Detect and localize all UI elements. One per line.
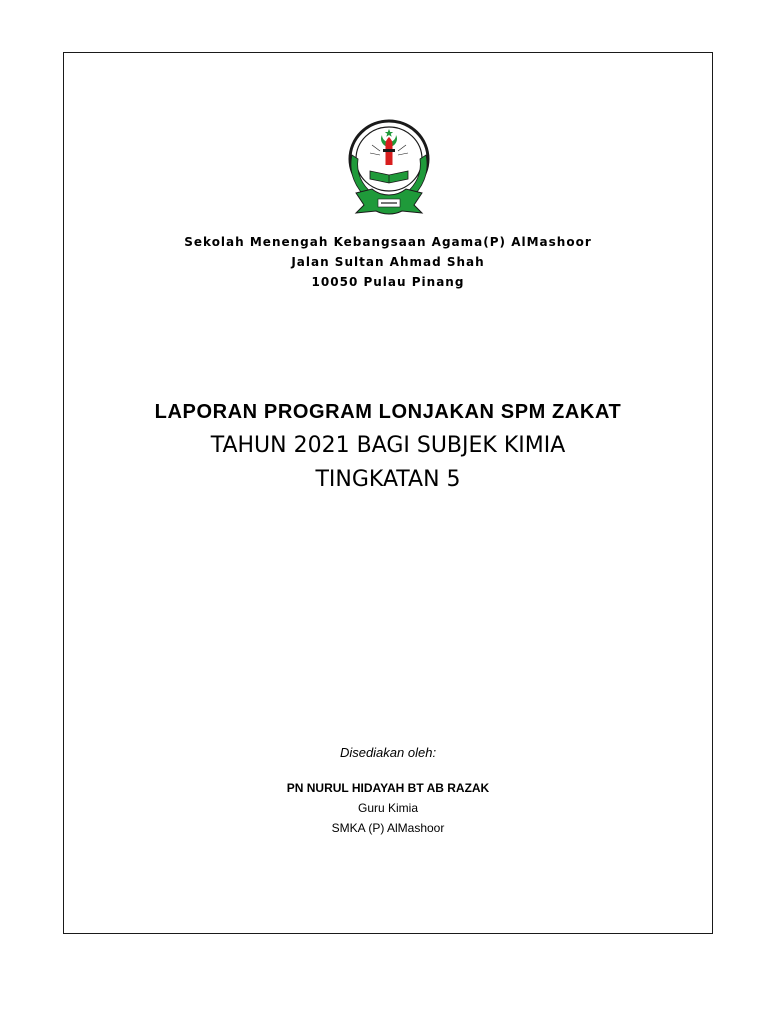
document-page — [63, 52, 713, 934]
author-block — [64, 778, 712, 838]
report-title-line-1: LAPORAN PROGRAM LONJAKAN SPM ZAKAT — [154, 401, 622, 423]
report-title-line-2: TAHUN 2021 BAGI SUBJEK KIMIA — [210, 433, 566, 458]
prepared-by-label: Disediakan oleh: — [339, 745, 437, 760]
school-street: Jalan Sultan Ahmad Shah — [291, 255, 485, 269]
report-title-line-3: TINGKATAN 5 — [315, 467, 461, 492]
author-role: Guru Kimia — [357, 801, 419, 815]
author-school: SMKA (P) AlMashoor — [331, 821, 445, 835]
school-crest-icon — [342, 115, 436, 219]
school-name: Sekolah Menengah Kebangsaan Agama(P) AlMashoor — [184, 235, 592, 249]
author-name: PN NURUL HIDAYAH BT AB RAZAK — [286, 781, 490, 795]
school-address-block — [64, 232, 712, 292]
school-city: 10050 Pulau Pinang — [311, 275, 465, 289]
